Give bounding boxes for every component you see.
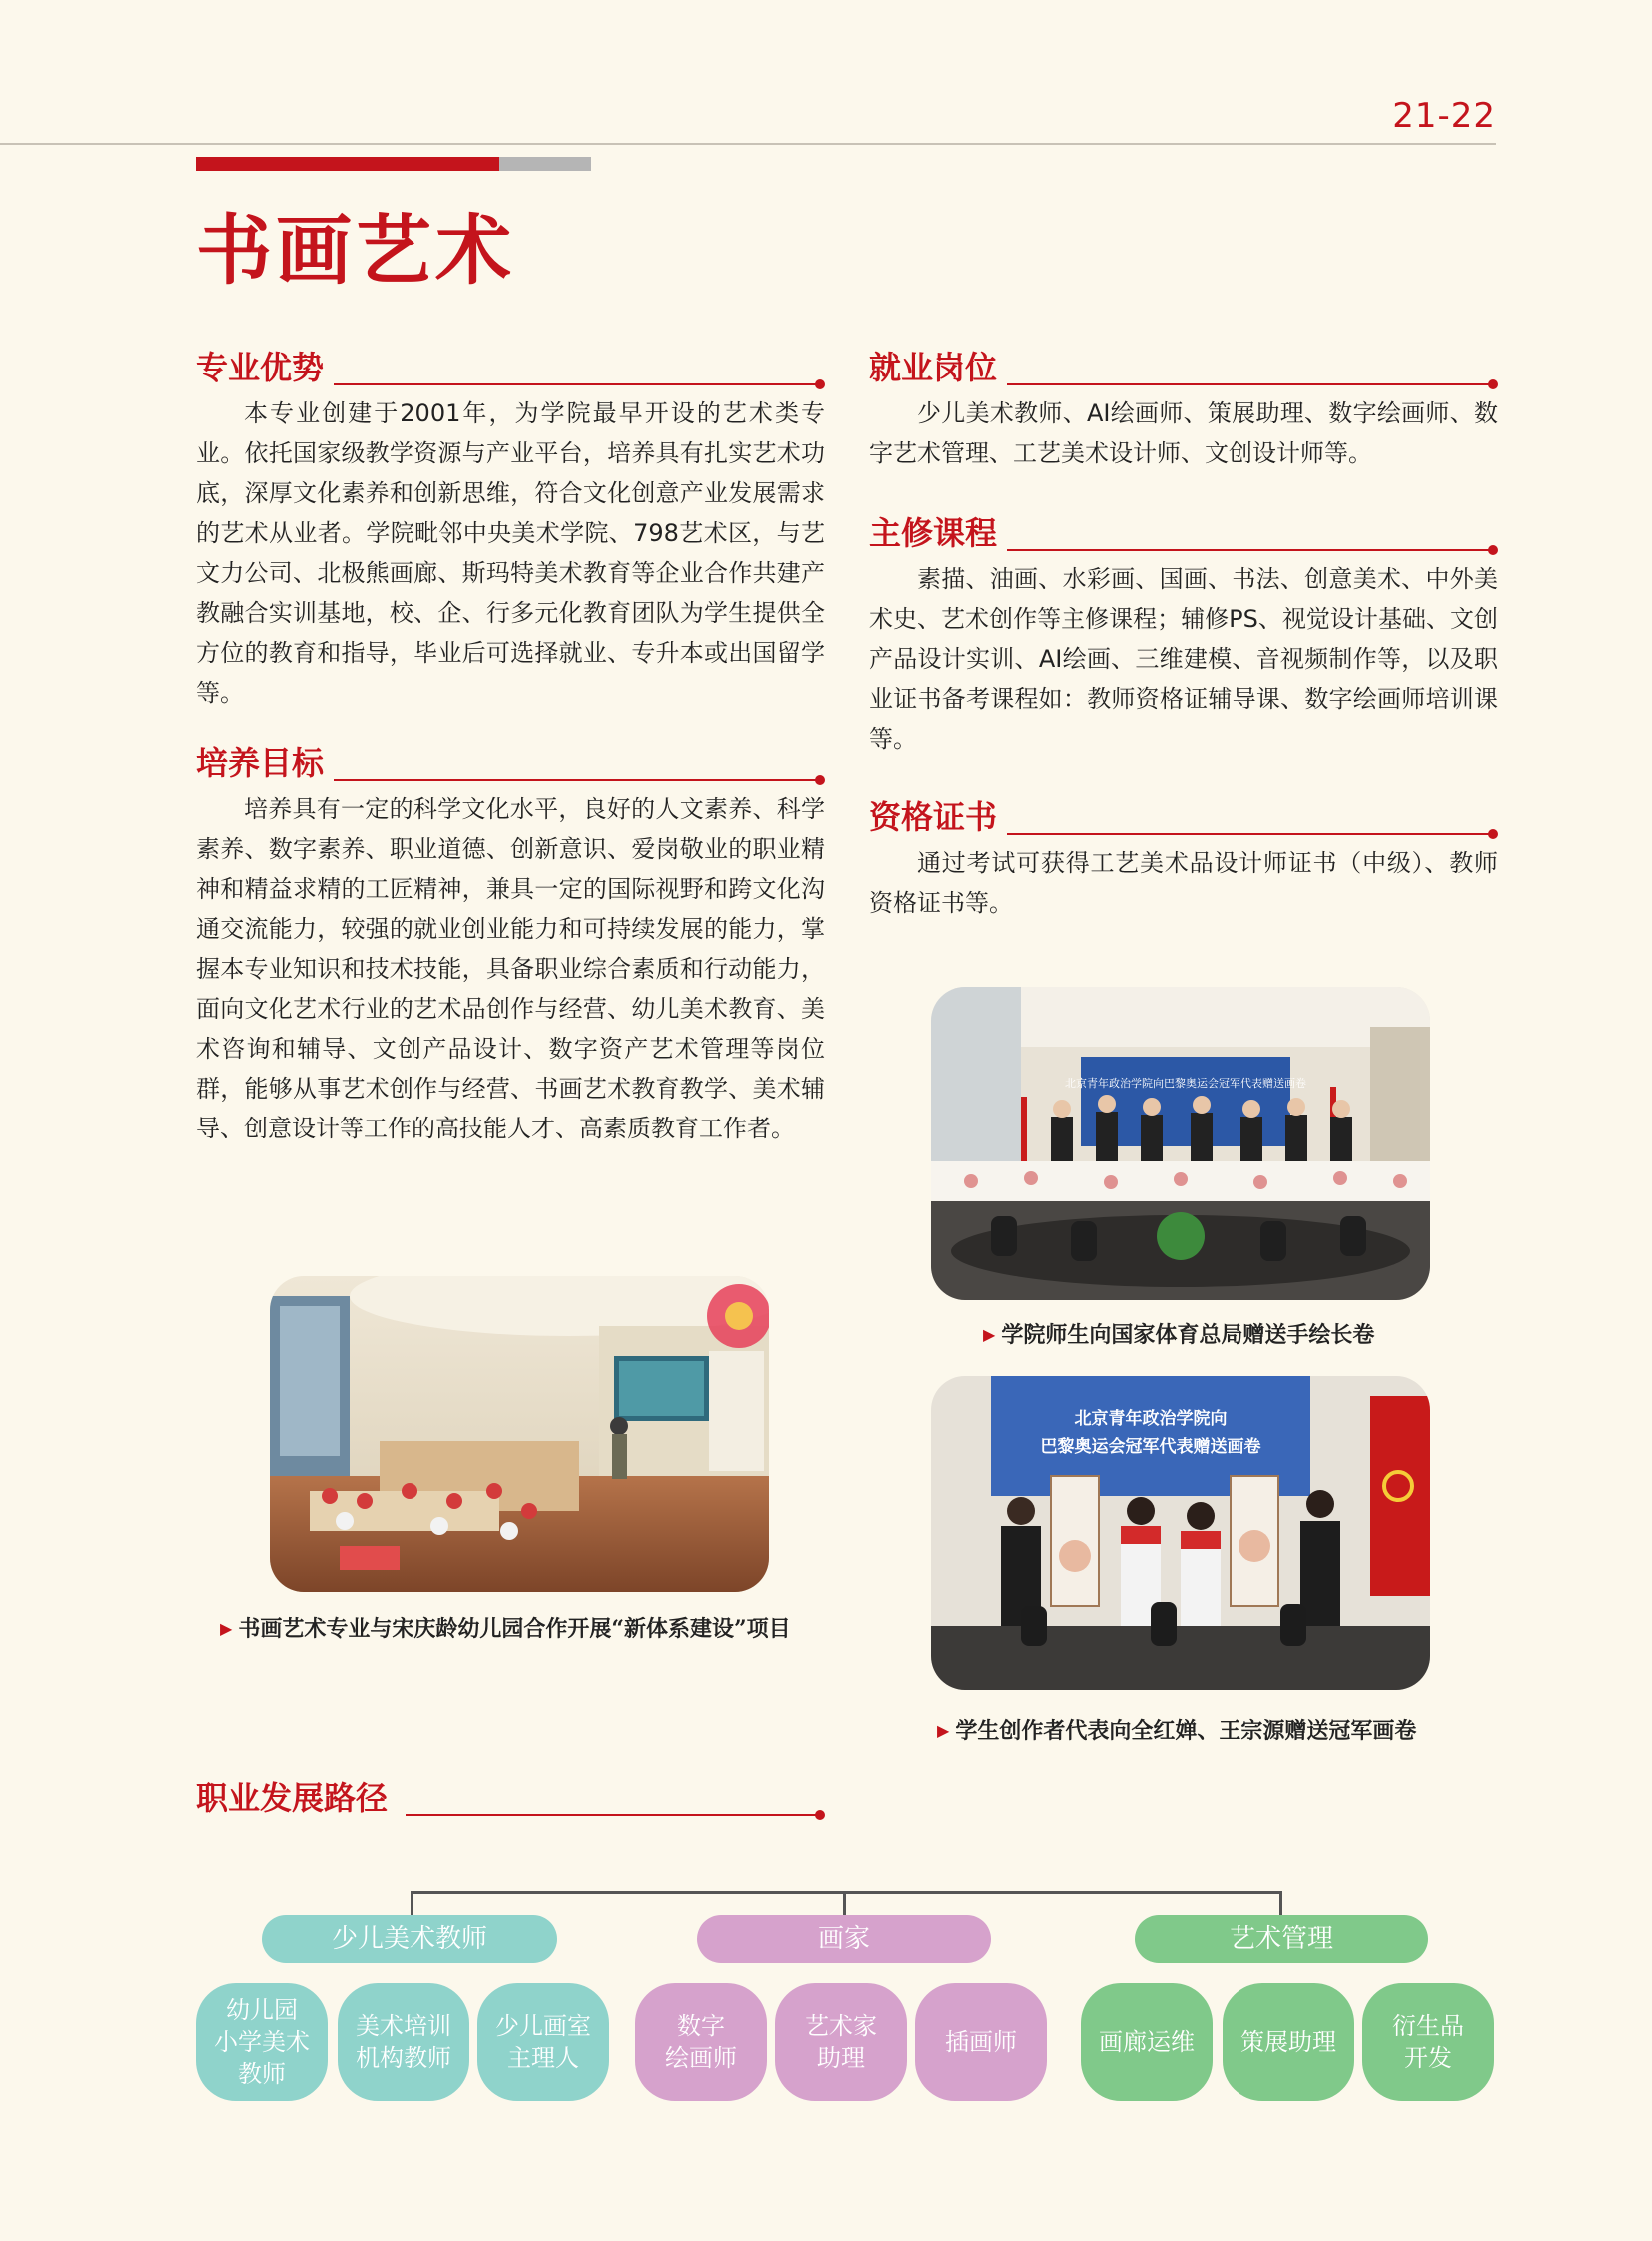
section-header — [196, 1778, 825, 1822]
section-advantage — [196, 348, 825, 713]
section-career — [196, 1778, 825, 1822]
photo-kindergarten — [270, 1276, 769, 1592]
career-leaf: 数字 绘画师 — [635, 1983, 767, 2101]
dot-icon — [1488, 545, 1498, 555]
career-leaf: 少儿画室 主理人 — [477, 1983, 609, 2101]
section-body: 本专业创建于2001年，为学院最早开设的艺术类专业。依托国家级教学资源与产业平台，培养具有扎实艺术功底，深厚文化素养和创新思维，符合文化创意产业发展需求的艺术从业者。学院毗邻中央美术学院、798艺术区，与艺文力公司、北极熊画廊、斯玛特美术教育等企业合作共建产教融合实训基地，校、企、行多元化教育团队为学生提供全方位的教育和指导，毕业后可选择就业、专升本或出国留学等。 — [196, 399, 825, 707]
section-header — [196, 348, 825, 391]
title-accent-bar — [196, 157, 499, 171]
triangle-icon: ▶ — [983, 1325, 996, 1344]
section-jobs — [869, 348, 1498, 473]
photo-caption — [983, 1318, 1374, 1349]
banner-text: 巴黎奥运会冠军代表赠送画卷 — [1040, 1437, 1261, 1457]
career-category: 艺术管理 — [1135, 1915, 1428, 1963]
caption-text: 学院师生向国家体育总局赠送手绘长卷 — [1001, 1322, 1375, 1348]
section-title: 资格证书 — [869, 797, 1007, 837]
section-title: 主修课程 — [869, 513, 1007, 553]
section-header — [869, 513, 1498, 557]
career-leaf: 幼儿园 小学美术 教师 — [196, 1983, 328, 2101]
section-header — [196, 743, 825, 787]
tree-connector — [411, 1891, 1282, 1894]
tree-connector — [411, 1891, 413, 1917]
section-title: 职业发展路径 — [196, 1778, 398, 1818]
section-title: 专业优势 — [196, 348, 334, 387]
career-leaf: 美术培训 机构教师 — [338, 1983, 469, 2101]
section-body: 培养具有一定的科学文化水平，良好的人文素养、科学素养、数字素养、职业道德、创新意识、爱岗敬业的职业精神和精益求精的工匠精神，兼具一定的国际视野和跨文化沟通交流能力，较强的就业创业能力和可持续发展的能力，掌握本专业知识和技术技能，具备职业综合素质和行动能力，面向文化艺术行业的艺术品创作与经营、幼儿美术教育、美术咨询和辅导、文创产品设计、数字资产艺术管理等岗位群，能够从事艺术创作与经营、书画艺术教育教学、美术辅导、创意设计等工作的高技能人才、高素质教育工作者。 — [196, 795, 825, 1142]
section-title: 培养目标 — [196, 743, 334, 783]
dot-icon — [815, 379, 825, 389]
caption-text: 学生创作者代表向全红婵、王宗源赠送冠军画卷 — [955, 1718, 1417, 1744]
career-leaf: 衍生品 开发 — [1362, 1983, 1494, 2101]
triangle-icon: ▶ — [937, 1721, 950, 1740]
tree-connector — [1279, 1891, 1282, 1917]
dot-icon — [1488, 829, 1498, 839]
page-number: 21-22 — [1392, 96, 1496, 136]
career-category: 少儿美术教师 — [262, 1915, 557, 1963]
title-accent-bar-gray — [499, 157, 591, 171]
header-divider — [0, 143, 1496, 145]
photo-caption — [937, 1714, 1416, 1745]
section-title: 就业岗位 — [869, 348, 1007, 387]
career-leaf: 插画师 — [915, 1983, 1047, 2101]
photo-scroll-ceremony — [931, 987, 1430, 1300]
section-goal — [196, 743, 825, 1148]
photo-champions — [931, 1376, 1430, 1690]
dot-icon — [815, 1810, 825, 1820]
caption-text: 书画艺术专业与宋庆龄幼儿园合作开展“新体系建设”项目 — [238, 1616, 791, 1642]
career-leaf: 艺术家 助理 — [775, 1983, 907, 2101]
banner-text: 北京青年政治学院向巴黎奥运会冠军代表赠送画卷 — [1065, 1077, 1306, 1090]
section-body: 通过考试可获得工艺美术品设计师证书（中级）、教师资格证书等。 — [869, 849, 1498, 917]
career-leaf: 策展助理 — [1223, 1983, 1354, 2101]
section-body: 素描、油画、水彩画、国画、书法、创意美术、中外美术史、艺术创作等主修课程；辅修PS、视觉设计基础、文创产品设计实训、AI绘画、三维建模、音视频制作等，以及职业证书备考课程如：教师资格证辅导课、数字绘画师培训课等。 — [869, 565, 1498, 753]
page-title: 书画艺术 — [196, 206, 515, 295]
career-category: 画家 — [697, 1915, 991, 1963]
tree-connector — [843, 1891, 846, 1917]
dot-icon — [815, 775, 825, 785]
section-header — [869, 348, 1498, 391]
section-courses — [869, 513, 1498, 759]
dot-icon — [1488, 379, 1498, 389]
photo-caption — [220, 1612, 791, 1643]
career-leaf: 画廊运维 — [1081, 1983, 1213, 2101]
section-body: 少儿美术教师、AI绘画师、策展助理、数字绘画师、数字艺术管理、工艺美术设计师、文创设计师等。 — [869, 399, 1498, 467]
banner-text: 北京青年政治学院向 — [1074, 1409, 1228, 1429]
triangle-icon: ▶ — [220, 1619, 233, 1638]
section-header — [869, 797, 1498, 841]
section-certs — [869, 797, 1498, 923]
